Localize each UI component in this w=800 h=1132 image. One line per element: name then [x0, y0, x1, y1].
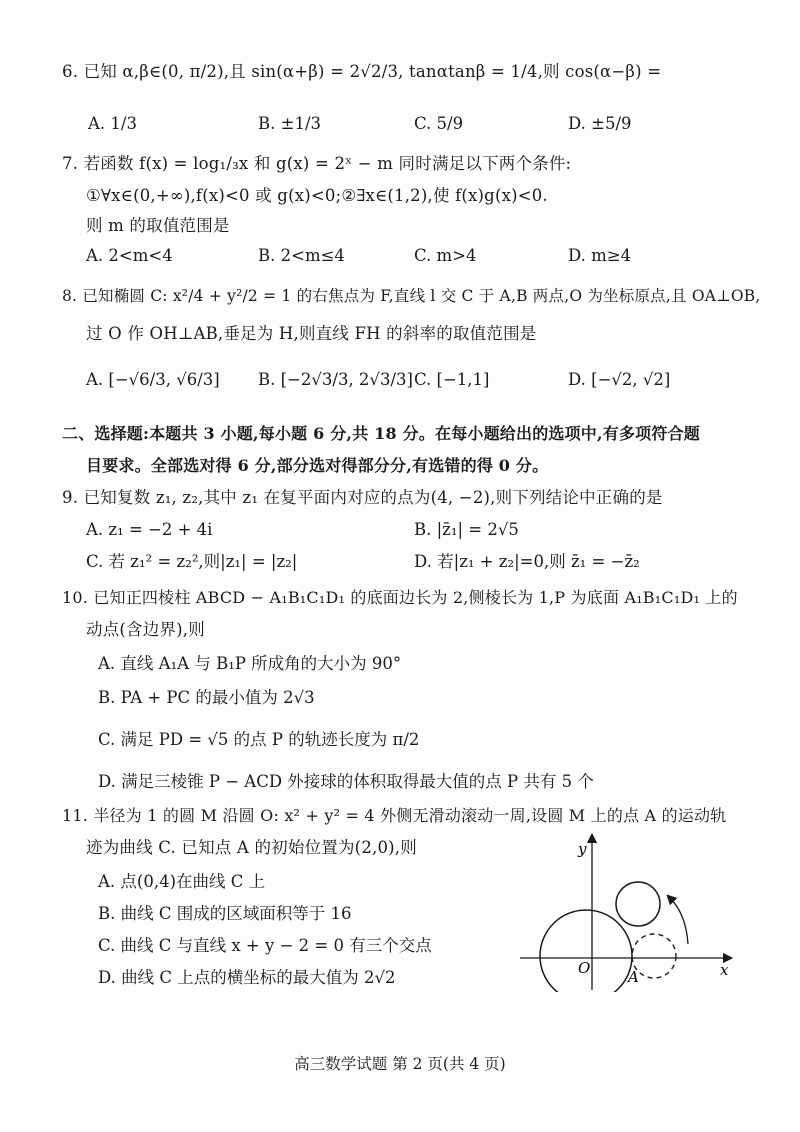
q7-conditions: ①∀x∈(0,+∞),f(x)<0 或 g(x)<0;②∃x∈(1,2),使 f(x)g(x)<0. — [86, 186, 548, 205]
q11-stem: 11. 半径为 1 的圆 M 沿圆 O: x² + y² = 4 外侧无滑动滚动一周,设圆 M 上的点 A 的运动轨 — [62, 806, 727, 825]
section2-heading-line2: 目要求。全部选对得 6 分,部分选对得部分分,有选错的得 0 分。 — [86, 456, 549, 475]
q10-option-b: B. PA + PC 的最小值为 2√3 — [98, 688, 315, 707]
page-footer: 高三数学试题 第 2 页(共 4 页) — [294, 1055, 506, 1073]
rolling-circle-figure — [516, 832, 736, 992]
rolling-direction-arrow — [670, 898, 688, 944]
q10-continuation: 动点(含边界),则 — [86, 620, 205, 639]
q10-option-d: D. 满足三棱锥 P − ACD 外接球的体积取得最大值的点 P 共有 5 个 — [98, 772, 594, 791]
q11-option-d: D. 曲线 C 上点的横坐标的最大值为 2√2 — [98, 968, 396, 987]
circle-o — [540, 910, 632, 992]
q7-option-a: A. 2<m<4 — [86, 246, 173, 265]
q7-option-b: B. 2<m≤4 — [258, 246, 345, 265]
q9-option-a: A. z₁ = −2 + 4i — [86, 520, 213, 539]
q9-stem: 9. 已知复数 z₁, z₂,其中 z₁ 在复平面内对应的点为(4, −2),则下列结论中正确的是 — [62, 488, 663, 507]
q9-option-d: D. 若|z₁ + z₂|=0,则 z̄₁ = −z̄₂ — [414, 552, 640, 571]
q6-stem: 6. 已知 α,β∈(0, π/2),且 sin(α+β) = 2√2/3, tanαtanβ = 1/4,则 cos(α−β) = — [62, 62, 662, 81]
circle-m — [616, 882, 660, 926]
q11-option-b: B. 曲线 C 围成的区域面积等于 16 — [98, 904, 352, 923]
q10-option-a: A. 直线 A₁A 与 B₁P 所成角的大小为 90° — [98, 654, 402, 673]
point-a-label: A — [628, 968, 639, 986]
section2-heading-line1: 二、选择题:本题共 3 小题,每小题 6 分,共 18 分。在每小题给出的选项中,有多项符合题 — [62, 424, 700, 443]
q7-option-d: D. m≥4 — [568, 246, 632, 265]
q9-option-c: C. 若 z₁² = z₂²,则|z₁| = |z₂| — [86, 552, 298, 571]
q11-option-a: A. 点(0,4)在曲线 C 上 — [98, 872, 266, 891]
q11-option-c: C. 曲线 C 与直线 x + y − 2 = 0 有三个交点 — [98, 936, 432, 955]
q7-option-c: C. m>4 — [414, 246, 477, 265]
q7-stem: 7. 若函数 f(x) = log₁/₃x 和 g(x) = 2ˣ − m 同时满足以下两个条件: — [62, 154, 572, 173]
q8-option-c: C. [−1,1] — [414, 370, 490, 389]
q9-option-b: B. |z̄₁| = 2√5 — [414, 520, 519, 539]
q6-option-a: A. 1/3 — [88, 114, 137, 133]
x-axis-label: x — [720, 961, 729, 979]
q8-stem: 8. 已知椭圆 C: x²/4 + y²/2 = 1 的右焦点为 F,直线 l 交 C 于 A,B 两点,O 为坐标原点,且 OA⊥OB, — [62, 287, 761, 305]
q8-option-d: D. [−√2, √2] — [568, 370, 671, 389]
origin-label: O — [578, 959, 591, 977]
q6-option-b: B. ±1/3 — [258, 114, 321, 133]
q7-question: 则 m 的取值范围是 — [86, 216, 230, 235]
q10-option-c: C. 满足 PD = √5 的点 P 的轨迹长度为 π/2 — [98, 730, 420, 749]
y-axis-label: y — [578, 840, 587, 858]
q11-continuation: 迹为曲线 C. 已知点 A 的初始位置为(2,0),则 — [86, 838, 417, 857]
q8-option-b: B. [−2√3/3, 2√3/3] — [258, 370, 413, 389]
q10-stem: 10. 已知正四棱柱 ABCD − A₁B₁C₁D₁ 的底面边长为 2,侧棱长为 1,P 为底面 A₁B₁C₁D₁ 上的 — [62, 588, 738, 607]
q8-option-a: A. [−√6/3, √6/3] — [86, 370, 220, 389]
q8-continuation: 过 O 作 OH⊥AB,垂足为 H,则直线 FH 的斜率的取值范围是 — [86, 324, 537, 343]
q6-option-d: D. ±5/9 — [568, 114, 632, 133]
q6-option-c: C. 5/9 — [414, 114, 464, 133]
